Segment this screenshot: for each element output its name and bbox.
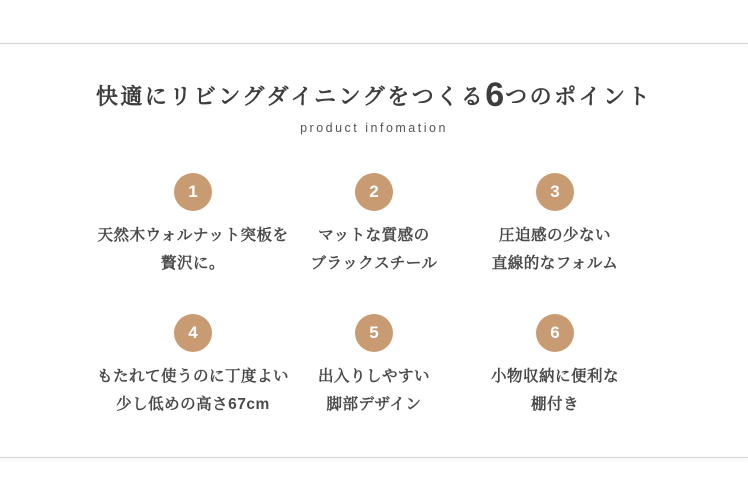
point-description (97, 222, 288, 278)
section-title-prefix: 快適にリビングダイニングをつくる (95, 84, 486, 109)
point-description (311, 222, 438, 278)
points-grid (0, 173, 748, 419)
point-text-line: もたれて使うのに丁度よい (97, 368, 290, 385)
section-title (0, 76, 748, 116)
point-text-line: 贅沢に。 (161, 255, 226, 272)
point-number-badge (536, 314, 574, 352)
point-text-line: 小物収納に便利な (490, 368, 619, 385)
section-subtitle: product infomation (300, 121, 448, 135)
point-description (318, 363, 430, 419)
point-description (492, 222, 619, 278)
point-card-4 (97, 314, 290, 419)
points-row-1 (0, 173, 748, 278)
point-text-line: マットな質感の (318, 227, 430, 244)
point-description (491, 363, 619, 419)
section-title-suffix: つのポイント (505, 84, 653, 109)
point-number: 3 (550, 182, 560, 201)
point-number-badge (355, 314, 393, 352)
point-text-line: 圧迫感の少ない (498, 227, 611, 244)
point-text-line: 出入りしやすい (317, 368, 430, 385)
points-row-2 (0, 314, 748, 419)
point-text-line: 脚部デザイン (326, 396, 422, 413)
point-number-badge (174, 173, 212, 211)
point-number: 1 (188, 182, 198, 201)
top-divider-line (0, 43, 748, 44)
point-text-line: 天然木ウォルナット突板を (97, 227, 289, 244)
point-card-3 (465, 173, 646, 278)
point-card-2 (284, 173, 465, 278)
point-description (97, 363, 289, 419)
point-number: 5 (369, 323, 379, 342)
bottom-divider-line (0, 457, 748, 458)
point-text-line: 直線的なフォルム (491, 255, 619, 272)
point-number: 4 (188, 323, 198, 342)
point-number-badge (355, 173, 393, 211)
point-number-badge (536, 173, 574, 211)
point-text-line: ブラックスチール (310, 255, 438, 272)
point-card-5 (284, 314, 465, 419)
point-card-6 (465, 314, 646, 419)
point-text-line: 棚付き (530, 396, 579, 413)
point-number: 2 (369, 182, 379, 201)
point-number: 6 (550, 323, 560, 342)
point-number-badge (174, 314, 212, 352)
section-title-number: 6 (485, 76, 506, 114)
point-text-line: 少し低めの高さ67cm (116, 396, 270, 413)
point-card-1 (97, 173, 289, 278)
section-header (0, 76, 748, 135)
